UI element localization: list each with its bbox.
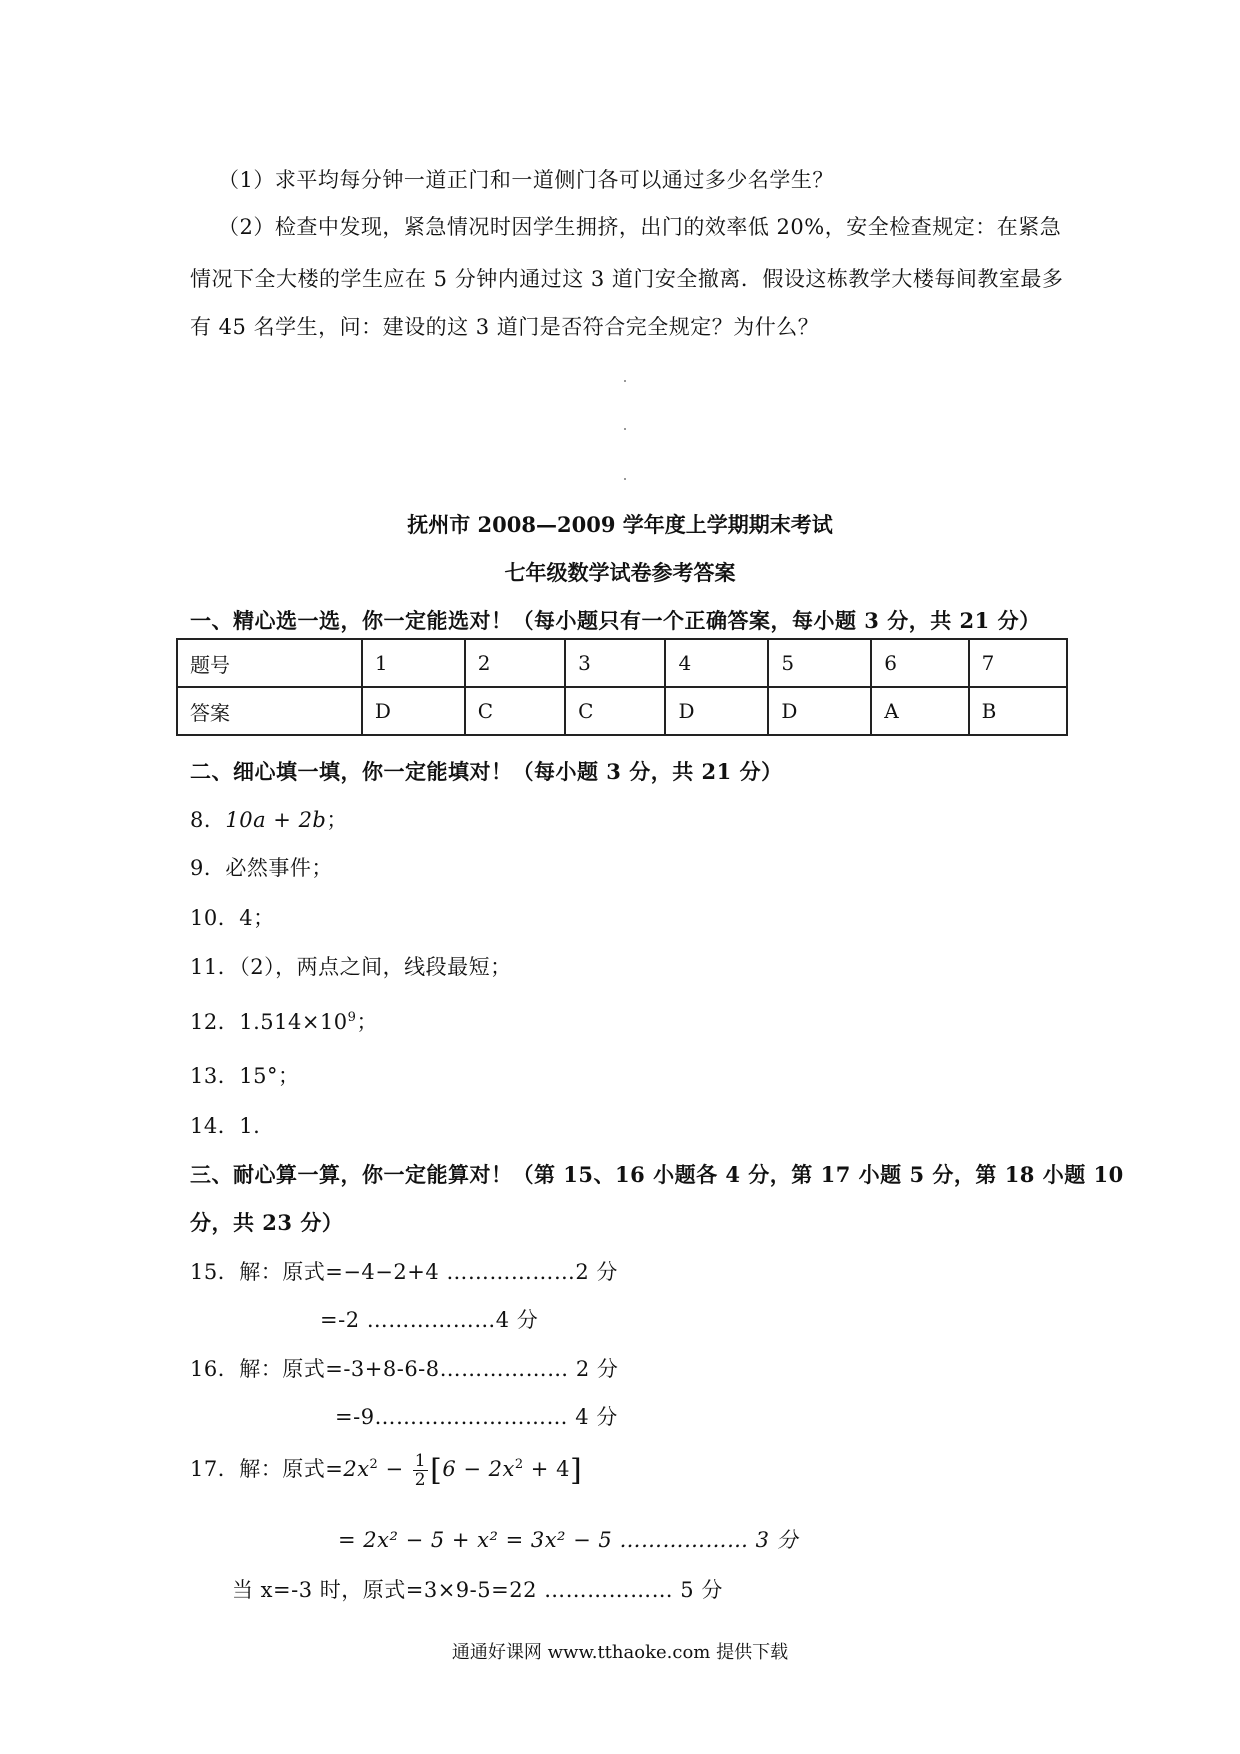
- answer-15-line-1: 15．解：原式=−4−2+4 ………………2 分: [190, 1260, 618, 1284]
- answer-17-square: 2: [369, 1457, 379, 1472]
- table-cell: 7: [969, 639, 1067, 687]
- bracket-close: ]: [569, 1453, 583, 1488]
- table-cell-label: 题号: [177, 639, 362, 687]
- answer-8-end: ；: [326, 808, 348, 832]
- answer-table: [176, 638, 1068, 736]
- fraction-denominator: 2: [414, 1470, 427, 1490]
- answer-16-line-1: 16．解：原式=-3+8-6-8……………… 2 分: [190, 1357, 619, 1381]
- answer-13: 13．15°；: [190, 1064, 300, 1088]
- answer-8-number: 8．: [190, 808, 226, 832]
- answer-17-line-3: 当 x=-3 时，原式=3×9-5=22 ……………… 5 分: [232, 1578, 723, 1602]
- bracket-square: 2: [514, 1457, 524, 1472]
- answer-key-subtitle: 七年级数学试卷参考答案: [504, 560, 736, 585]
- table-cell: 1: [362, 639, 465, 687]
- table-cell: D: [768, 687, 871, 735]
- problem-part-2-line-2: 情况下全大楼的学生应在 5 分钟内通过这 3 道门安全撤离．假设这栋教学大楼每间教室最多: [190, 267, 1064, 291]
- answer-17-fraction: [413, 1452, 428, 1489]
- table-cell: D: [362, 687, 465, 735]
- fraction-numerator: 1: [414, 1451, 427, 1471]
- table-cell: 2: [465, 639, 565, 687]
- answer-12-base: 1.514×10: [239, 1010, 348, 1034]
- table-cell: 5: [768, 639, 871, 687]
- answer-key-title: 抚州市 2008—2009 学年度上学期期末考试: [407, 512, 833, 537]
- answer-14: 14．1.: [190, 1114, 261, 1138]
- answer-9: 9．必然事件；: [190, 856, 333, 880]
- section-1-heading: 一、精心选一选，你一定能选对！（每小题只有一个正确答案，每小题 3 分，共 21 分）: [190, 608, 1041, 633]
- answer-12: [190, 1006, 378, 1036]
- answer-17-line-2: = 2x² − 5 + x² = 3x² − 5 ……………… 3 分: [338, 1528, 799, 1552]
- scan-dot: [624, 428, 626, 430]
- answer-8-expression: 10a + 2b: [225, 808, 327, 832]
- answer-11: 11．（2），两点之间，线段最短；: [190, 955, 512, 979]
- scan-dot: [624, 380, 626, 382]
- table-cell: 4: [665, 639, 768, 687]
- answer-17-line-1: [190, 1452, 582, 1489]
- answer-8: [190, 804, 348, 834]
- answer-12-number: 12．: [190, 1010, 240, 1034]
- answer-17-term: 2x: [343, 1457, 370, 1481]
- answer-17-prefix: 17．解：原式=: [190, 1457, 344, 1481]
- table-cell: 3: [565, 639, 665, 687]
- table-cell: B: [969, 687, 1067, 735]
- table-cell: 6: [871, 639, 968, 687]
- scan-dot: [624, 478, 626, 480]
- bracket-open: [: [430, 1453, 443, 1488]
- answer-10: 10．4；: [190, 906, 275, 930]
- answer-16-line-2: =-9……………………… 4 分: [335, 1405, 618, 1429]
- table-cell: A: [871, 687, 968, 735]
- footer-source: 通通好课网 www.tthaoke.com 提供下载: [451, 1642, 789, 1663]
- table-cell: D: [665, 687, 768, 735]
- problem-part-1: （1）求平均每分钟一道正门和一道侧门各可以通过多少名学生？: [218, 168, 834, 192]
- bracket-tail: + 4: [523, 1457, 570, 1481]
- table-cell-label: 答案: [177, 687, 362, 735]
- problem-part-2-line-1: （2）检查中发现，紧急情况时因学生拥挤，出门的效率低 20%，安全检查规定：在紧急: [218, 215, 1062, 239]
- problem-part-2-line-3: 有 45 名学生，问：建设的这 3 道门是否符合完全规定？为什么？: [190, 315, 820, 339]
- section-3-heading-line-2: 分，共 23 分）: [190, 1210, 344, 1235]
- table-cell: C: [565, 687, 665, 735]
- answer-12-exponent: 9: [347, 1010, 357, 1025]
- bracket-inner: 6 − 2x: [442, 1457, 515, 1481]
- table-row-numbers: [177, 639, 1067, 687]
- table-row-answers: [177, 687, 1067, 735]
- section-3-heading-line-1: 三、耐心算一算，你一定能算对！（第 15、16 小题各 4 分，第 17 小题 5 分，第 18 小题 10: [190, 1162, 1124, 1187]
- table-cell: C: [465, 687, 565, 735]
- section-2-heading: 二、细心填一填，你一定能填对！（每小题 3 分，共 21 分）: [190, 759, 783, 784]
- answer-12-end: ；: [356, 1010, 378, 1034]
- answer-15-line-2: =-2 ………………4 分: [320, 1308, 539, 1332]
- answer-17-minus: −: [378, 1457, 411, 1481]
